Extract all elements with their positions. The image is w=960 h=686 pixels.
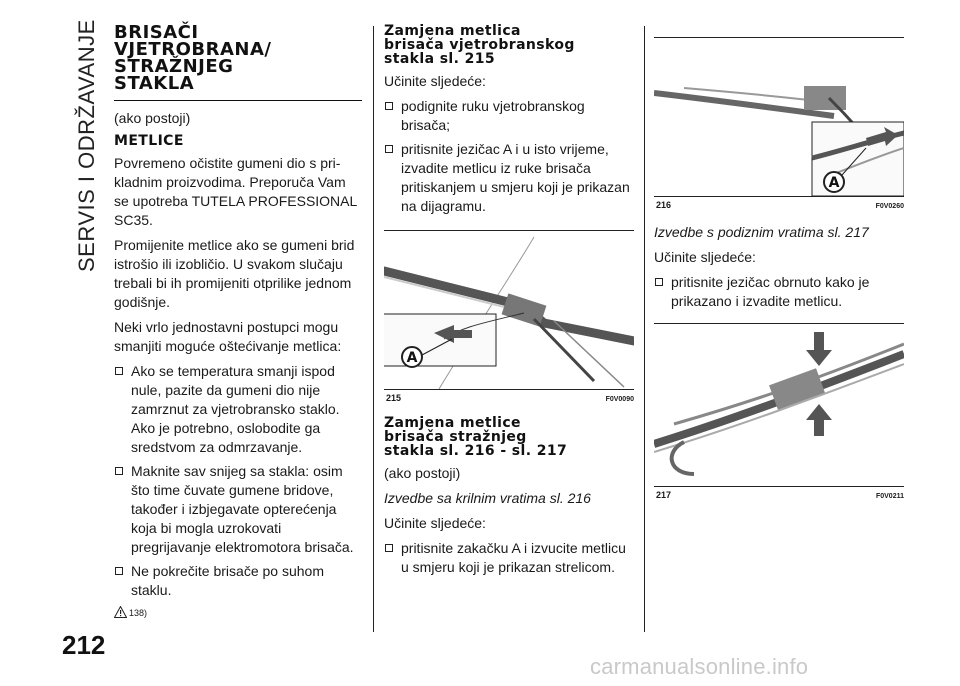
svg-text:A: A	[828, 175, 840, 191]
watermark: carmanualsonline.info	[590, 654, 809, 679]
column-divider-1	[373, 26, 374, 632]
list-item: Ako se temperatura smanji ispod nule, pazite da gumeni dio nije zamrznut za vjetrobransko staklo. Ako je potrebno, oslobodite ga sredstvom za odmrzavanje.	[114, 362, 362, 457]
column-front-wiper	[384, 24, 634, 583]
precautions-list	[114, 362, 362, 600]
column-divider-2	[644, 26, 645, 632]
figure-code: F0V0090	[605, 396, 634, 403]
list-item: pritisnite zakačku A i izvucite metlicu u smjeru koji je prikazan strelicom.	[384, 539, 634, 577]
figure-number: 215	[386, 393, 402, 403]
figure-number: 216	[656, 200, 672, 210]
wiper-blade-illustration	[384, 231, 634, 389]
paragraph: Povremeno očistite gumeni dio s pri-kladnim proizvodima. Preporuča Vam se upotreba TUTELA PROFESSIONAL SC35.	[114, 155, 357, 228]
warning-triangle-icon	[114, 606, 127, 618]
warning-ref-number: 138)	[129, 608, 148, 618]
rear-wiper-tailgate-illustration	[654, 324, 904, 486]
variant-heading: Izvedbe sa krilnim vratima sl. 216	[384, 490, 591, 506]
figure-code: F0V0260	[875, 203, 904, 210]
side-section-title-text: SERVIS I ODRŽAVANJE	[74, 19, 99, 272]
column-wipers-intro	[114, 24, 362, 618]
list-item: Ne pokrečite brisače po suhom staklu.	[114, 562, 362, 600]
paragraph: Promijenite metlice ako se gumeni brid istrošio ili izobličio. U svakom slučaju trebali bi ih promijeniti otprilike jednom godišnje.	[114, 237, 355, 310]
figure-code: F0V0211	[875, 493, 904, 500]
warning-reference	[114, 606, 362, 618]
section-heading: BRISAČI VJETROBRANA/ STRAŽNJEG STAKLA	[114, 24, 362, 101]
instruction-list	[654, 273, 904, 311]
rear-wiper-wing-doors-illustration	[654, 38, 904, 196]
paragraph: Neki vrlo jednostavni postupci mogu smanjiti moguće oštećivanje metlica:	[114, 319, 342, 354]
availability-note: (ako postoji)	[114, 110, 191, 126]
availability-note: (ako postoji)	[384, 465, 461, 481]
figure-217	[654, 323, 904, 500]
figure-number: 217	[656, 490, 672, 500]
side-section-title	[54, 19, 99, 272]
instruction-intro: Učinite sljedeće:	[384, 515, 486, 531]
heading-windscreen-blade: Zamjena metlica brisača vjetrobranskog stakla sl. 215	[384, 23, 575, 67]
figure-216	[654, 37, 904, 210]
list-item: podignite ruku vjetrobranskog brisača;	[384, 97, 634, 135]
variant-heading: Izvedbe s podiznim vratima sl. 217	[654, 224, 869, 240]
instruction-intro: Učinite sljedeće:	[384, 73, 486, 89]
arrow-up-icon	[806, 404, 832, 436]
list-item: Maknite sav snijeg sa stakla: osim što time čuvate gumene bridove, također i izbjegavate opterećenja koja bi mogla uzrokovati pregrijavanje elektromotora brisača.	[114, 462, 362, 557]
subheading-blades: METLICE	[114, 133, 184, 149]
column-rear-wiper	[654, 24, 904, 500]
figure-215	[384, 230, 634, 403]
heading-rear-blade: Zamjena metlice brisača stražnjeg stakla sl. 216 - sl. 217	[384, 415, 568, 459]
arrow-down-icon	[806, 332, 832, 366]
page-number: 212	[62, 630, 106, 660]
instruction-list	[384, 539, 634, 577]
instruction-list	[384, 97, 634, 216]
svg-text:A: A	[406, 350, 418, 366]
list-item: pritisnite jezičac obrnuto kako je prikazano i izvadite metlicu.	[654, 273, 904, 311]
list-item: pritisnite jezičac A i u isto vrijeme, izvadite metlicu iz ruke brisača pritiskanjem u smjeru koji je prikazan na dijagramu.	[384, 140, 634, 216]
instruction-intro: Učinite sljedeće:	[654, 249, 756, 265]
